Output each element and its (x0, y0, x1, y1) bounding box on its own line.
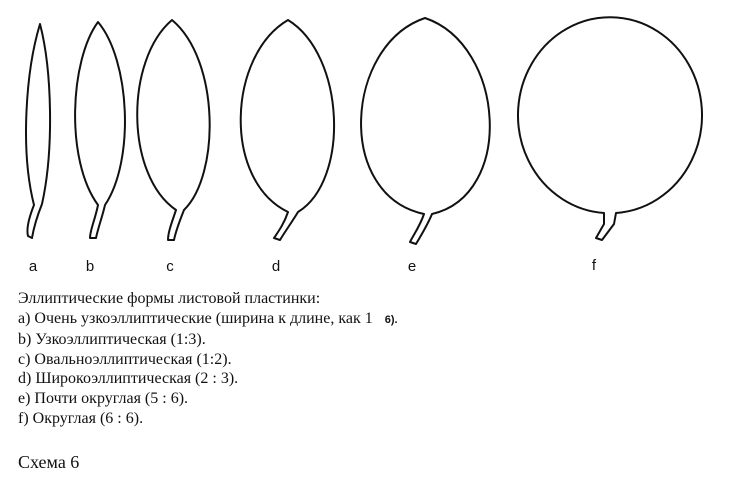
leaf-c-label: c (166, 258, 174, 275)
leaf-f (518, 17, 702, 274)
leaf-e-outline (361, 18, 490, 244)
caption-line-a-tail: 6). (384, 313, 398, 326)
leaf-d-outline (241, 20, 334, 240)
leaf-f-outline (518, 17, 702, 240)
leaf-a-label: a (28, 258, 38, 275)
leaf-a-outline (26, 24, 50, 238)
leaf-c (137, 20, 209, 275)
caption-line-a (18, 309, 398, 331)
caption (18, 289, 398, 428)
leaf-d (241, 20, 334, 275)
caption-line-d: d) Широкоэллиптическая (2 : 3). (18, 370, 239, 388)
leaf-a (26, 24, 50, 275)
caption-line-a-main: a) Очень узкоэллиптические (ширина к длине, как 1 (18, 309, 373, 327)
caption-title: Эллиптические формы листовой пластинки: (18, 290, 321, 307)
leaf-e-label: e (407, 258, 417, 275)
caption-line-f: f) Округлая (6 : 6). (18, 409, 144, 427)
leaf-b-outline (75, 22, 125, 238)
caption-line-b: b) Узкоэллиптическая (1:3). (18, 331, 206, 349)
leaf-d-label: d (271, 258, 281, 275)
leaf-f-label: f (591, 257, 597, 274)
caption-line-c: c) Овальноэллиптическая (1:2). (18, 350, 232, 368)
caption-line-e: e) Почти округлая (5 : 6). (18, 389, 189, 407)
leaf-e (361, 18, 490, 275)
leaf-b-label: b (85, 258, 95, 275)
leaf-c-outline (137, 20, 209, 240)
leaf-b (75, 22, 125, 275)
scheme-label: Схема 6 (18, 452, 80, 472)
